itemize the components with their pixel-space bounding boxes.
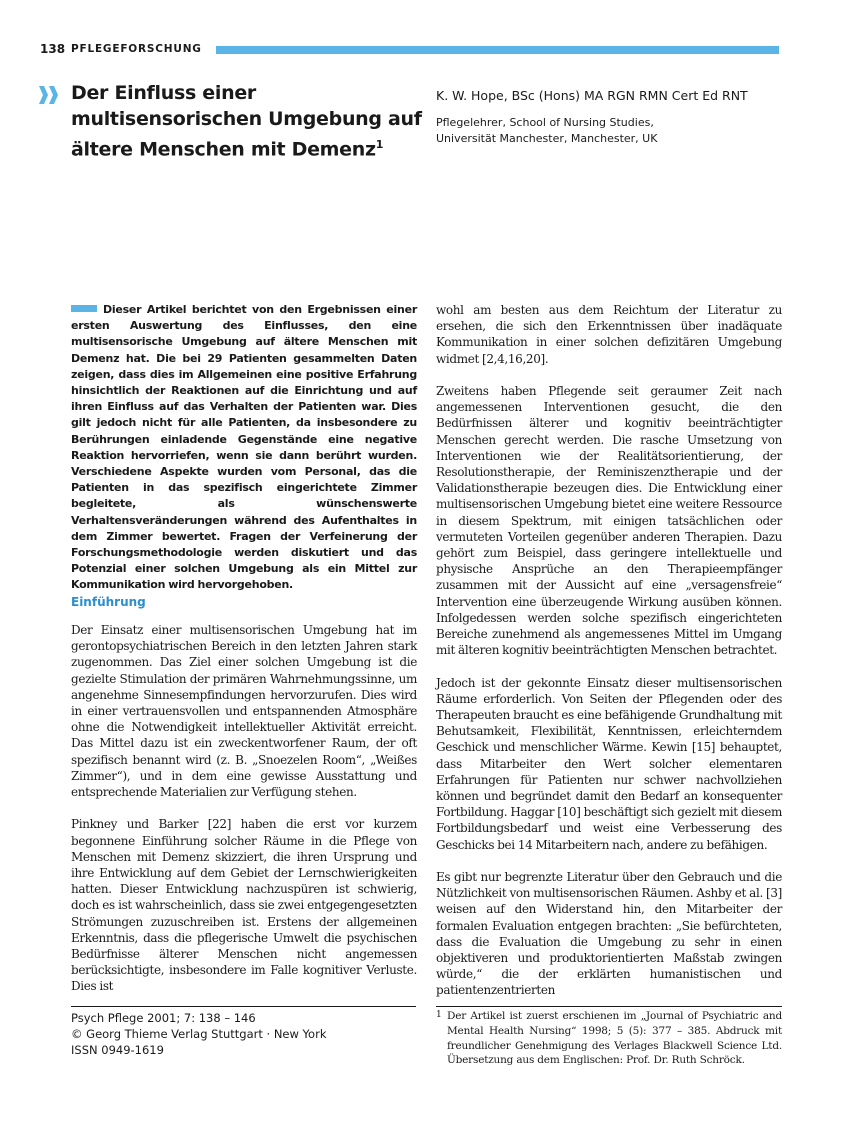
body-paragraph: Jedoch ist der gekonnte Einsatz dieser multisensorischen Räume erforderlich. Von Seiten der Pflegenden oder des Therapeuten braucht es eine befähigende Grundhaltung mit Behutsamkeit, Flexibilität, Kenntnissen, erleichterndem Geschick und menschlicher Wärme. Kewin [15] behauptet, dass Mitarbeiter den Wert solcher elementaren Erfahrungen für Patienten nur schwer nachvollziehen können und begründet damit den Bedarf an konsequenter Fortbildung. Haggar [10] beschäftigt sich gezielt mit diesem Fortbildungsbedarf und weist eine Verbesserung des Geschicks bei 14 Mitarbeitern nach, andere zu befähigen. <box>436 675 782 852</box>
footer-divider <box>71 1006 416 1007</box>
body-paragraph: Zweitens haben Pflegende seit geraumer Zeit nach angemessenen Interventionen gesucht, die den Bedürfnissen älterer und kognitiv beeinträchtigter Menschen gerecht werden. Die rasche Umsetzung von Interventionen wie der Realitätsorientierung, der Resolutionstherapie, der Reminiszenztherapie und der Validationstherapie bezeugen dies. Die Entwicklung einer multisensorischen Umgebung bietet eine weitere Ressource in diesem Spektrum, mit einigen tatsächlichen oder vermuteten Vorteilen gegenüber anderen Therapien. Dazu gehört zum Beispiel, dass geringere intellektuelle und physische Ansprüche an den Therapieempfänger zusammen mit der Aussicht auf eine „versagensfreie“ Intervention eine überzeugende Wirkung ausüben können. Infolgedessen werden solche spezifisch eingerichteten Bereiche zunehmend als angemessenes Mittel im Umgang mit älteren kognitiv beeinträchtigten Menschen betrachtet. <box>436 384 782 658</box>
body-paragraph: Pinkney und Barker [22] haben die erst vor kurzem begonnene Einführung solcher Räume in die Pflege von Menschen mit Demenz skizziert, die ihren Ursprung und ihre Entwicklung auf dem Gebiet der Lernschwierigkeiten hatten. Dieser Entwicklung nachzuspüren ist schwierig, doch es ist wahrscheinlich, dass sie zwei entgegengesetzten Strömungen zuzuschreiben ist. Erstens der allgemeinen Erkenntnis, dass die pflegerische Umwelt die psychischen Bedürfnisse älterer Menschen nicht angemessen berücksichtigte, insbesondere im Falle kognitiver Verluste. Dies ist <box>71 817 417 994</box>
footnote <box>436 1009 782 1068</box>
footnote-text: Der Artikel ist zuerst erschienen im „Journal of Psychiatric and Mental Health Nursing“ 1998; 5 (5): 377 – 385. Abdruck mit freundlicher Genehmigung des Verlages Blackwell Science Ltd. Übersetzung aus dem Englischen: Prof. Dr. Ruth Schröck. <box>447 1010 782 1067</box>
title-footnote-mark: 1 <box>375 138 384 151</box>
double-chevron-icon <box>38 84 60 106</box>
section-heading: Einführung <box>71 595 146 609</box>
body-column-right <box>436 302 782 998</box>
affiliation-line: Universität Manchester, Manchester, UK <box>436 131 658 145</box>
body-paragraph: Der Einsatz einer multisensorischen Umgebung hat im gerontopsychiatrischen Bereich in den letzten Jahren stark zugenommen. Das Ziel einer solchen Umgebung ist die gezielte Stimulation der primären Wahrnehmungssinne, um angenehme Sinnesempfindungen hervorzurufen. Dies wird in einer vertrauensvollen und entspannenden Atmosphäre ohne die Notwendigkeit intellektueller Aktivität erreicht. Das Mittel dazu ist ein zweckentworfener Raum, der oft spezifisch benannt wird (z. B. „Snoezelen Room“, „Weißes Zimmer“), und in dem eine gewisse Ausstattung und entsprechende Materialien zur Verfügung stehen. <box>71 623 417 800</box>
journal-line: Psych Pflege 2001; 7: 138 – 146 <box>71 1011 256 1025</box>
running-header <box>40 42 780 58</box>
footnote-mark: 1 <box>436 1010 442 1020</box>
journal-line: ISSN 0949-1619 <box>71 1043 164 1057</box>
author-line: K. W. Hope, BSc (Hons) MA RGN RMN Cert Ed RNT <box>436 88 748 103</box>
abstract <box>71 302 417 594</box>
section-name: PFLEGEFORSCHUNG <box>71 43 202 55</box>
footnote-divider <box>436 1006 782 1007</box>
body-paragraph: wohl am besten aus dem Reichtum der Literatur zu ersehen, die sich den Erkenntnissen über inadäquate Kommunikation in einer solchen defizitären Umgebung widmet [2,4,16,20]. <box>436 303 782 366</box>
journal-line: © Georg Thieme Verlag Stuttgart · New York <box>71 1027 327 1041</box>
article-title: Der Einfluss einer multisensorischen Umgebung auf ältere Menschen mit Demenz$^1$ <box>71 82 422 161</box>
page-number: 138 <box>40 42 66 56</box>
affiliation-line: Pflegelehrer, School of Nursing Studies, <box>436 116 654 129</box>
abstract-text: Dieser Artikel berichtet von den Ergebnissen einer ersten Auswertung des Einflusses, den eine multisensorische Umgebung auf ältere Menschen mit Demenz hat. Die bei 29 Patienten gesammelten Daten zeigen, dass dies im Allgemeinen eine positive Erfahrung hinsichtlich der Reaktionen auf die Einrichtung und auf ihren Einfluss auf das Verhalten der Patienten war. Dies gilt jedoch nicht für alle Patienten, da insbesondere zu Berührungen einladende Gegenstände eine negative Reaktion hervorriefen, wenn sie dann berührt wurden. Verschiedene Aspekte wurden vom Personal, das die Patienten in das spezifisch eingerichtete Zimmer begleitete, als wünschenswerte Verhaltensveränderungen während des Aufenthaltes in dem Zimmer bewertet. Fragen der Verfeinerung der Forschungsmethodologie werden diskutiert und das Potenzial einer solchen Umgebung als ein Mittel zur Kommunikation wird hervorgehoben. <box>71 303 417 592</box>
affiliation <box>436 115 796 146</box>
header-accent-bar <box>216 46 779 54</box>
body-paragraph: Es gibt nur begrenzte Literatur über den Gebrauch und die Nützlichkeit von multisensorischen Räumen. Ashby et al. [3] weisen auf den Widerstand hin, den Mitarbeiter der formalen Evaluation entgegen brachten: „Sie befürchteten, dass die Evaluation die Umgebung zu sehr in einen objektiveren und produktorientierten Maßstab zwingen würde,“ die der erklärten humanistischen und patientenzentrierten <box>436 870 782 998</box>
journal-citation <box>71 1010 416 1058</box>
abstract-accent-bar <box>71 305 97 312</box>
body-column-left <box>71 622 417 994</box>
